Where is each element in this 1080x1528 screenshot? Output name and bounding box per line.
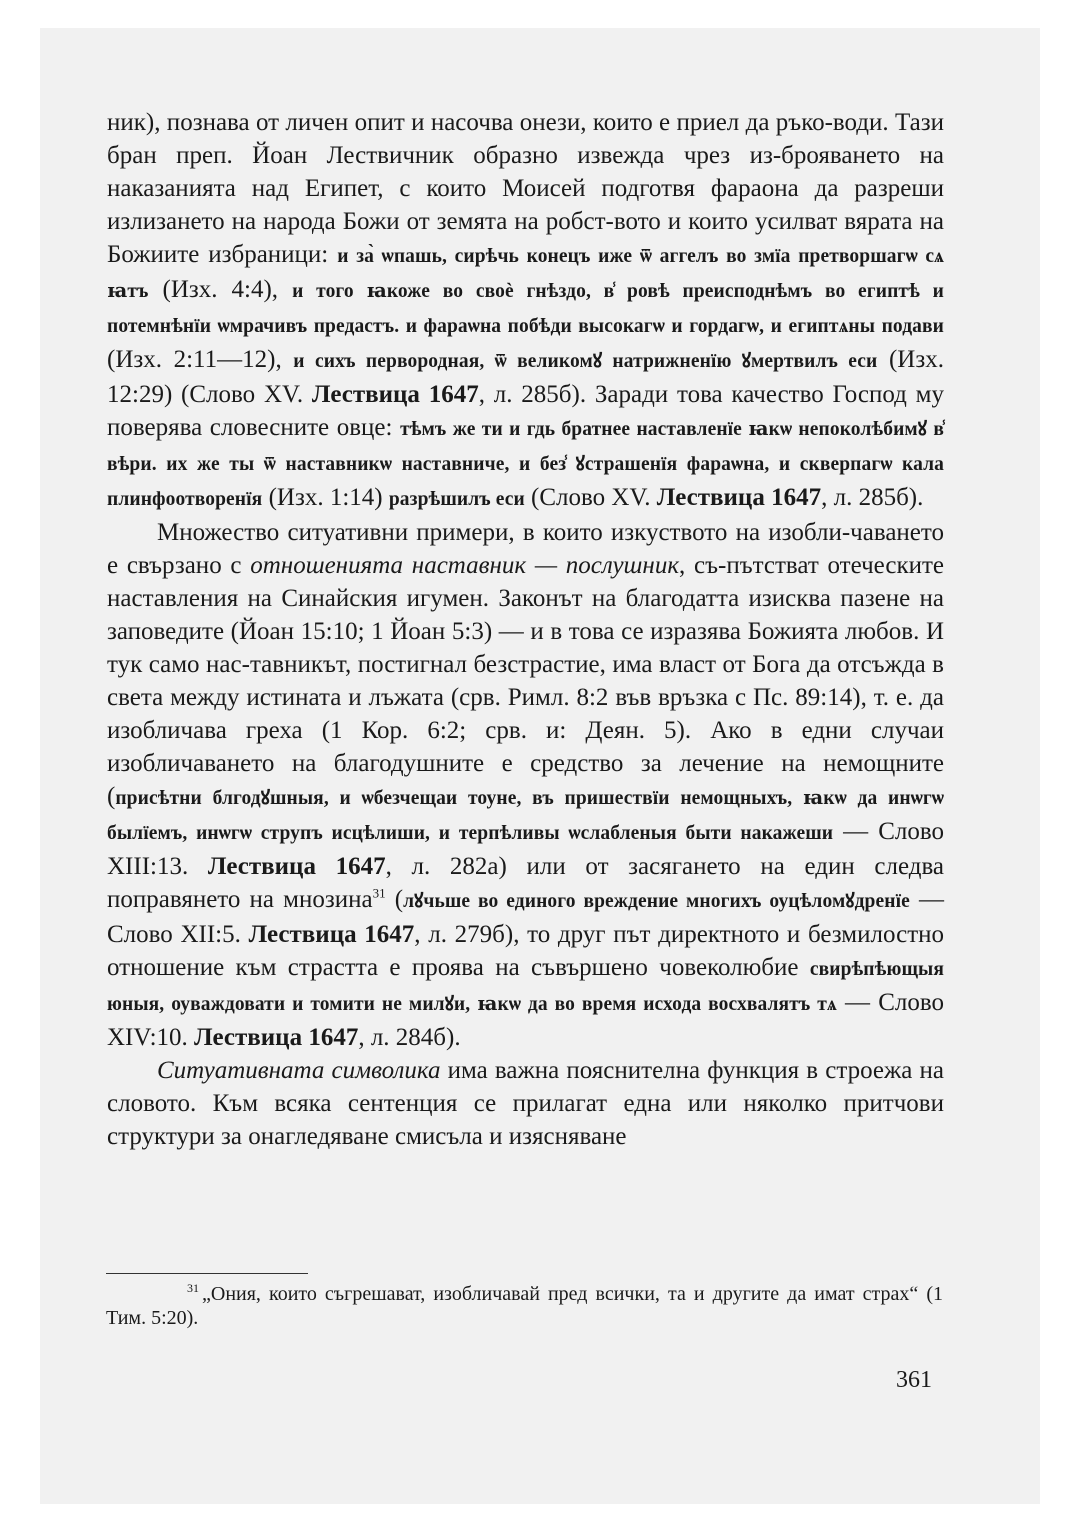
text-run: , съ-пътстват отеческите наставления на Синайския игумен. Законът на благодатта изисква пазене на заповедите (Йоан 15:10; 1 Йоан 5:3) — и в това се изразява Божията любов. И тук само нас-тавникът, постигнал безстрастие, има власт от Бога да отсъжда в света между истината и лъжата (срв. Римл. 8:2 във връзка с Пс. 89:14), т. е. да изобличава греха (1 Кор. 6:2; срв. и: Деян. 5). Ако в едни случаи изобличаването на благодушните е средство за лечение на немощните ( [107, 552, 945, 810]
text-run: Множество ситуативни примери, в които изкуството на изобли-чаването е свързано с [107, 519, 944, 579]
church-slavonic-quote: и за̀ ѡпашь, сирѣчь конецъ иже ѿ аггелъ во змїа претворшагѡ сѧ ꙗтъ [107, 246, 944, 302]
footnote-text: „Ония, които съгрешават, изобличавай пред всички, та и другите да имат страх“ (1 Тим. 5:20). [106, 1283, 943, 1329]
emphasis: Ситуативната символика [157, 1057, 441, 1084]
text-run: , л. 282а) или от засягането на един следва поправянето на мнозина [107, 853, 945, 913]
page-number: 361 [896, 1367, 932, 1393]
text-run: , л. 285б). Заради това качество Господ му поверява словесните овце: [107, 381, 944, 441]
source-title: Лествица 1647 [656, 484, 822, 511]
footnote-divider [106, 1273, 308, 1274]
paragraph-2 [107, 516, 944, 1054]
source-title: Лествица 1647 [207, 853, 386, 880]
text-run: (Изх. 2:11—12), [107, 346, 294, 373]
source-title: Лествица 1647 [248, 921, 415, 948]
footnote-reference[interactable]: 31 [372, 885, 386, 901]
emphasis: отношенията наставник — послушник [250, 552, 680, 579]
text-run: — Слово XIII:13. [107, 818, 944, 880]
church-slavonic-quote: присѣтни блгодꙋшныя, и ѡбезчещаи тоуне, въ пришествїи немощныхъ, ꙗкѡ да инѡгѡ былїемъ, инѡгѡ струпъ исцѣлиши, и терпѣливы ѡслабленыя быти накажеши [107, 788, 944, 844]
text-run: — Слово XIV:10. [107, 989, 944, 1051]
source-title: Лествица 1647 [194, 1024, 359, 1051]
church-slavonic-quote: тѣмъ же ти и гдь братнее наставленїе ꙗкѡ непоколѣбимꙋ в̾ вѣри. их же ты ѿ наставникѡ наставниче, и без̾ ꙋстрашенїя фараѡна, и скверпагѡ кала плинфоотворенїя [107, 419, 944, 510]
text-run: — Слово XII:5. [107, 886, 945, 948]
main-text [107, 106, 944, 1153]
church-slavonic-quote: разрѣшилъ еси [388, 489, 525, 510]
text-run: , л. 279б), то друг път директното и безмилостно отношение към страстта е проява на съвършено човеколюбие [107, 921, 944, 981]
text-run: (Слово XV. [524, 484, 657, 511]
text-run: , л. 285б). [821, 484, 924, 511]
footnote [106, 1282, 943, 1330]
footnote-marker: 31 [187, 1281, 199, 1296]
church-slavonic-quote: и сихъ первородная, ѿ великомꙋ натрижненїю ꙋмертвилъ еси [293, 351, 878, 372]
text-run: , л. 284б). [358, 1024, 461, 1051]
source-title: Лествица 1647 [311, 381, 479, 408]
text-run: (Изх. 1:14) [262, 484, 389, 511]
church-slavonic-quote: свирѣпѣющыя юныя, оуваждовати и томити не милꙋи, ꙗкѡ да во время исхода восхвалятъ тѧ [107, 959, 944, 1015]
church-slavonic-quote: лꙋчьше во единого вреждение многихъ оуцѣломꙋдренїе [403, 891, 910, 912]
paragraph-3 [107, 1054, 944, 1153]
text-run: има важна пояснителна функция в строежа на словото. Към всяка сентенция се прилагат една или няколко притчови структури за онагледяване смисъла и изясняване [107, 1057, 945, 1150]
text-run: (Изх. 4:4), [148, 276, 293, 303]
text-run: ник), познава от личен опит и насочва онези, които е приел да ръко-води. Тази бран преп. Йоан Лествичник образно извежда чрез из-брояването на наказанията над Египет, с които Моисей подготвя фараона да разреши излизането на народа Божи от земята на робст-вото и които усилват вярата на Божиите избраници: [107, 109, 944, 268]
church-slavonic-quote: и того ꙗкоже во своѐ гнѣздо, в̾ ровѣ преисподнѣмъ во египтѣ и потемнѣнїи ѡмрачивъ предастъ. и фараѡна побѣди высокагѡ и гордагѡ, и египтѧны подави [107, 281, 944, 337]
text-run: (Изх. 12:29) (Слово XV. [107, 346, 944, 408]
text-run: ( [385, 886, 404, 913]
footnote-indent [106, 1282, 202, 1306]
paragraph-1 [107, 106, 944, 516]
